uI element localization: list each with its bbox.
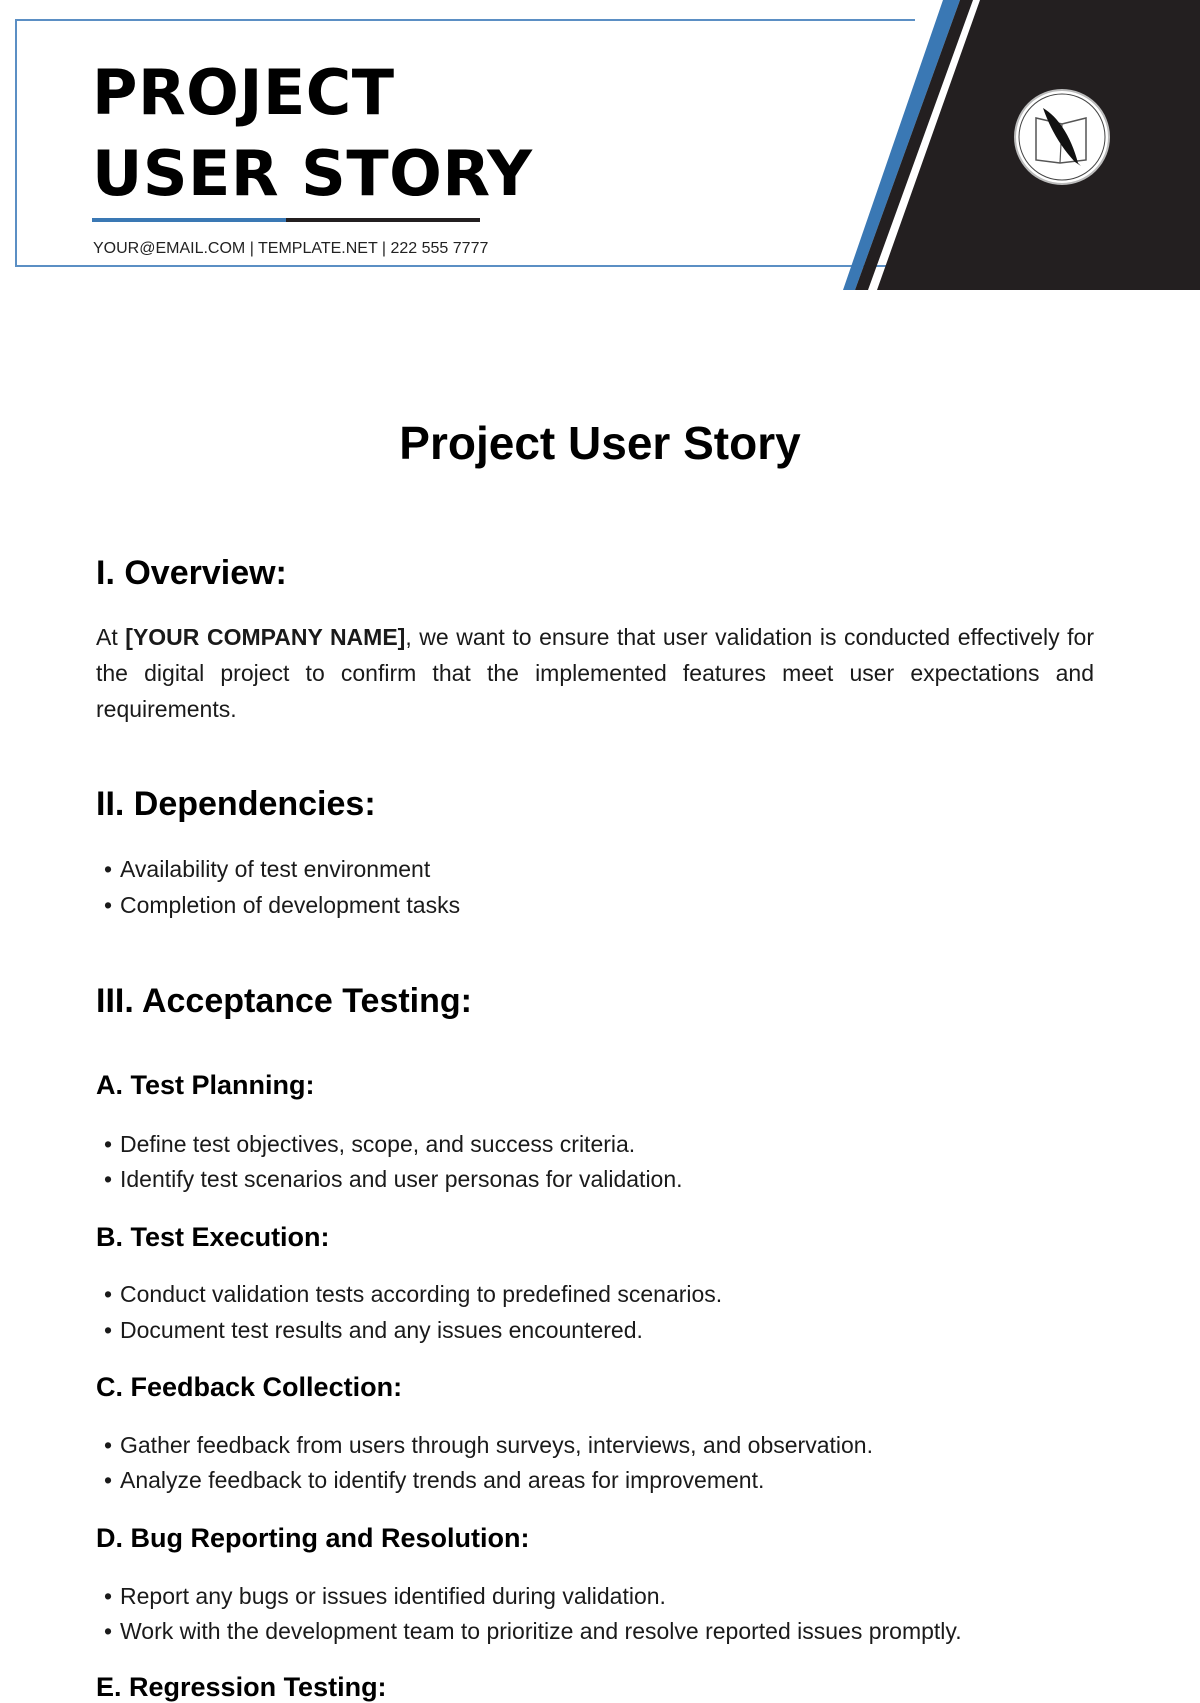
bullet-icon: • xyxy=(104,892,113,918)
subsection-heading: E. Regression Testing: xyxy=(96,1672,387,1702)
section-heading-acceptance-testing: III. Acceptance Testing: xyxy=(96,982,472,1020)
list-item xyxy=(104,1281,722,1308)
list-item-text: Conduct validation tests according to predefined scenarios. xyxy=(120,1281,723,1307)
list-item-text: Availability of test environment xyxy=(120,856,431,882)
list-item-text: Report any bugs or issues identified during validation. xyxy=(120,1583,666,1609)
list-item xyxy=(104,1166,683,1193)
list-item xyxy=(104,1583,666,1610)
document-title: Project User Story xyxy=(399,417,801,469)
list-item-text: Document test results and any issues encountered. xyxy=(120,1317,643,1343)
overview-paragraph xyxy=(96,619,1094,727)
list-item-text: Gather feedback from users through surveys, interviews, and observation. xyxy=(120,1432,873,1458)
title-underline-dark xyxy=(286,218,480,222)
list-item-text: Identify test scenarios and user personas for validation. xyxy=(120,1166,683,1192)
list-item-text: Completion of development tasks xyxy=(120,892,461,918)
bullet-icon: • xyxy=(104,1166,113,1192)
list-item-text: Define test objectives, scope, and success criteria. xyxy=(120,1131,636,1157)
bullet-icon: • xyxy=(104,1281,113,1307)
header-title-line1: PROJECT xyxy=(92,56,395,129)
list-item xyxy=(104,1131,635,1158)
subsection-heading: B. Test Execution: xyxy=(96,1222,330,1252)
contact-info: YOUR@EMAIL.COM | TEMPLATE.NET | 222 555 7777 xyxy=(93,240,489,257)
bullet-icon: • xyxy=(104,1317,113,1343)
list-item xyxy=(104,1467,764,1494)
list-item-text: Analyze feedback to identify trends and areas for improvement. xyxy=(120,1467,765,1493)
list-item xyxy=(104,892,460,919)
overview-text: , we want to ensure that user validation is conducted effectively for the digital project to confirm that the implemented features meet user expectations and requirements. xyxy=(96,624,1094,722)
bullet-icon: • xyxy=(104,856,113,882)
list-item xyxy=(104,1618,962,1645)
section-heading-dependencies: II. Dependencies: xyxy=(96,785,376,823)
company-name-placeholder: [YOUR COMPANY NAME] xyxy=(125,624,406,650)
subsection-heading: D. Bug Reporting and Resolution: xyxy=(96,1523,530,1553)
list-item xyxy=(104,856,430,883)
header-title-line2: USER STORY xyxy=(92,137,533,210)
list-item-text: Work with the development team to prioritize and resolve reported issues promptly. xyxy=(120,1618,962,1644)
subsection-heading: C. Feedback Collection: xyxy=(96,1372,403,1402)
bullet-icon: • xyxy=(104,1583,113,1609)
subsection-heading: A. Test Planning: xyxy=(96,1070,315,1100)
overview-text: At xyxy=(96,624,126,650)
title-underline-blue xyxy=(92,218,286,222)
list-item xyxy=(104,1432,873,1459)
bullet-icon: • xyxy=(104,1467,113,1493)
bullet-icon: • xyxy=(104,1432,113,1458)
book-quill-icon xyxy=(1015,90,1109,184)
section-heading-overview: I. Overview: xyxy=(96,554,287,592)
bullet-icon: • xyxy=(104,1618,113,1644)
list-item xyxy=(104,1317,643,1344)
bullet-icon: • xyxy=(104,1131,113,1157)
